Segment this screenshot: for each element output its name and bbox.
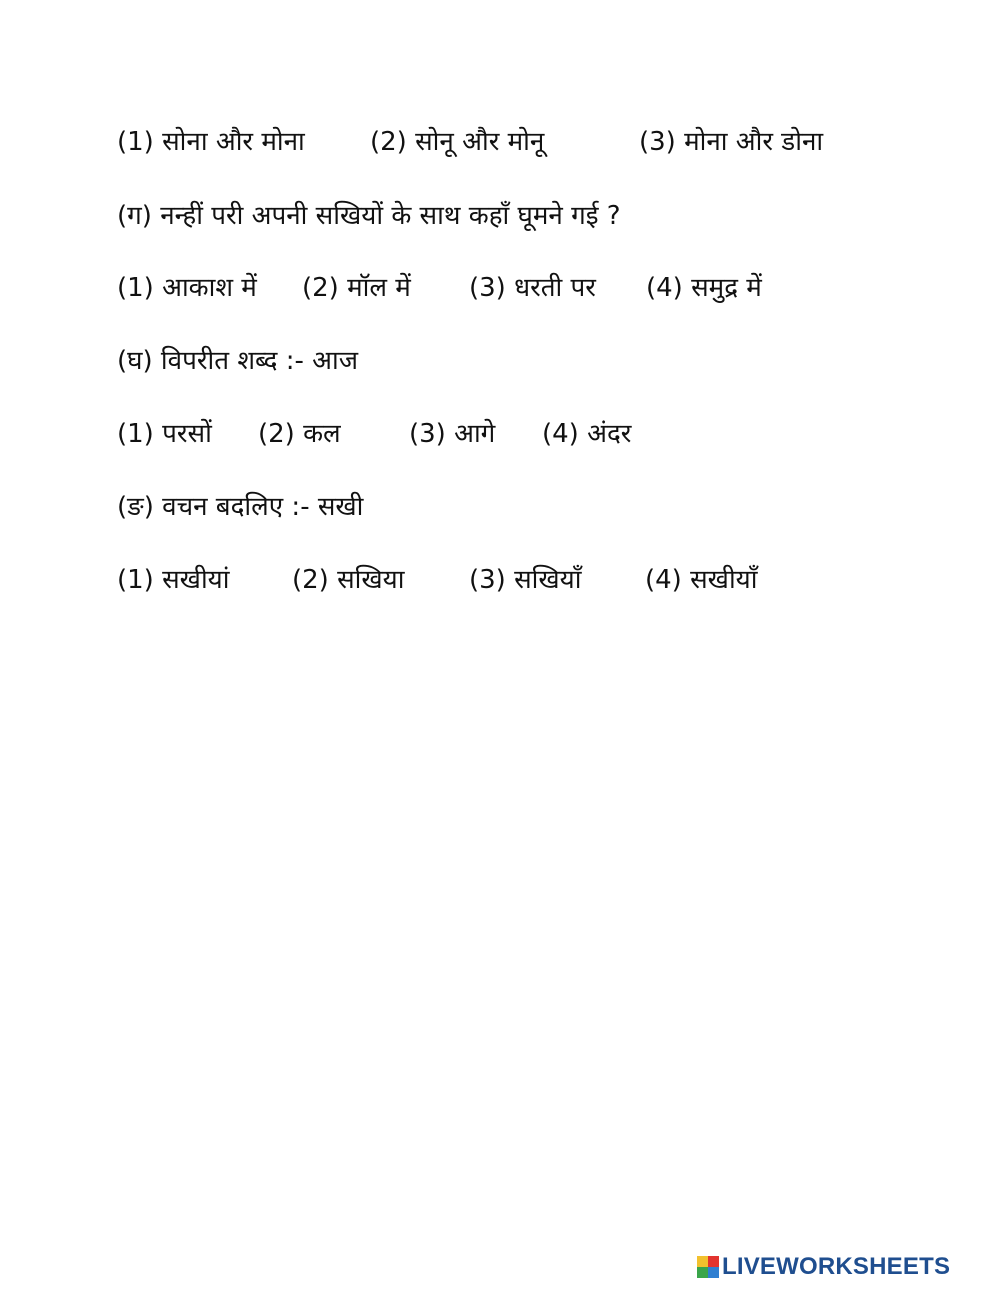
option-1: (1) आकाश में — [117, 273, 257, 303]
logo-tile-yellow — [697, 1256, 708, 1267]
option-3: (3) धरती पर — [469, 273, 596, 303]
logo-tile-green — [697, 1267, 708, 1278]
option-3: (3) मोना और डोना — [639, 127, 824, 157]
option-1: (1) सखीयां — [117, 565, 230, 595]
question-ga-text: (ग) नन्हीं परी अपनी सखियों के साथ कहाँ घूमने गई ? — [117, 201, 621, 231]
option-4: (4) सखीयाँ — [645, 565, 758, 595]
option-4: (4) अंदर — [542, 419, 632, 449]
logo-text: LIVEWORKSHEETS — [722, 1253, 951, 1280]
question-gha-text: (घ) विपरीत शब्द :- आज — [117, 346, 359, 376]
option-4: (4) समुद्र में — [646, 273, 762, 303]
logo-tile-red — [708, 1256, 719, 1267]
option-2: (2) सखिया — [292, 565, 405, 595]
option-3: (3) आगे — [409, 419, 496, 449]
question-nga-text: (ङ) वचन बदलिए :- सखी — [117, 492, 364, 522]
option-2: (2) मॉल में — [302, 273, 411, 303]
option-1: (1) परसों — [117, 419, 212, 449]
option-3: (3) सखियाँ — [469, 565, 582, 595]
option-1: (1) सोना और मोना — [117, 127, 305, 157]
logo-tile-blue — [708, 1267, 719, 1278]
liveworksheets-grid-icon — [697, 1256, 719, 1278]
option-2: (2) सोनू और मोनू — [370, 127, 545, 157]
liveworksheets-logo — [697, 1254, 950, 1280]
option-2: (2) कल — [258, 419, 341, 449]
